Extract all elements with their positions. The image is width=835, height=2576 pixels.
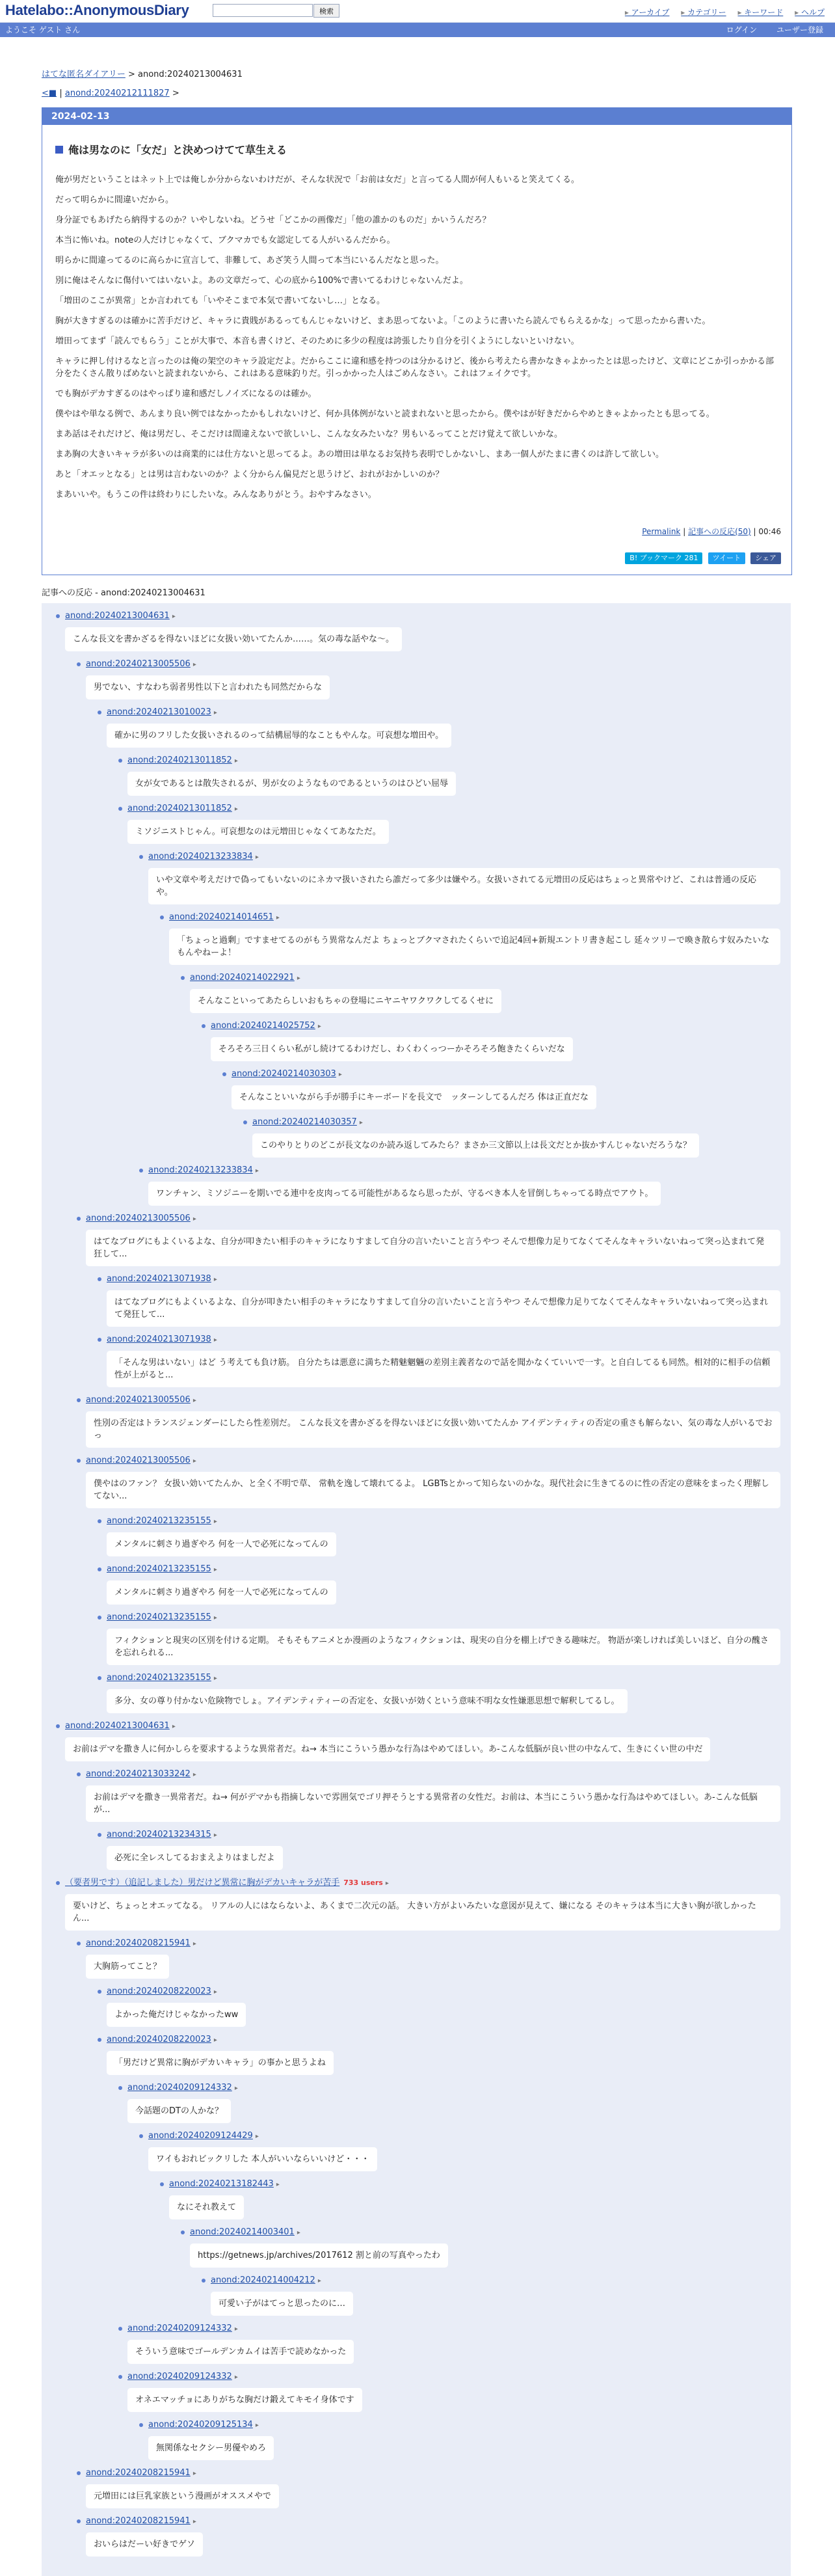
reaction-excerpt: 可愛い子がはてっと思ったのに… [211,2292,353,2316]
reaction-excerpt: https://getnews.jp/archives/2017612 割と前の写真やったわ [190,2244,448,2268]
bullet-icon [98,1833,101,1837]
reaction-item [65,1720,780,1768]
reaction-link[interactable]: anond:20240214022921 [190,973,295,983]
expand-chevron-icon[interactable]: ▸ [234,2374,238,2381]
entry-pager [42,88,835,98]
reaction-item [232,1068,780,1116]
reaction-excerpt: 男でない、すなわち弱者男性以下と言われたも同然だからな [86,675,330,699]
bullet-icon [77,1459,81,1463]
bullet-icon [77,1398,81,1402]
reaction-link[interactable]: anond:20240213005506 [86,659,191,669]
reaction-link[interactable]: anond:20240214030303 [232,1069,336,1079]
expand-chevron-icon[interactable]: ▸ [234,757,238,765]
expand-chevron-icon[interactable]: ▸ [192,1457,196,1465]
title-square-icon [55,146,63,154]
reaction-link[interactable]: anond:20240213182443 [169,2179,274,2189]
entry-paragraph: 別に俺はそんなに傷付いてはいないよ。あの文章だって、心の底から100%で書いてるわけじゃないんだよ。 [55,276,468,286]
reaction-item [190,2226,780,2274]
expand-chevron-icon[interactable]: ▸ [192,1215,196,1223]
reaction-excerpt: お前はデマを撒き人に何かしらを要求するような異常者だ。ね→ 本当にこういう愚かな行為はやめてほしい。あ-こんな低脳が良い世の中なんて、生きにくい世の中だ [65,1737,710,1761]
entry-paragraph: 明らかに間違ってるのに高らかに宣言して、非難して、あざ笑う人間って本当にいるんだなと思った。 [55,256,444,265]
expand-chevron-icon[interactable]: ▸ [276,914,280,921]
reaction-excerpt: ミソジニストじゃん。可哀想なのは元増田じゃなくてあなただ。 [127,820,389,844]
bullet-icon [77,2519,81,2523]
reaction-item [127,2370,780,2419]
reaction-item [86,1454,780,1515]
reaction-excerpt: はてなブログにもよくいるよな、自分が叩きたい相手のキャラになりすまして自分の言いたいこと言うやつ そんで想像力足りてなくてそんなキャラいないねって突っ込まれて発狂して... [107,1290,780,1327]
bullet-icon [243,1120,247,1124]
entry-body [42,125,791,575]
bullet-icon [98,1567,101,1571]
bullet-icon [139,855,143,859]
expand-chevron-icon[interactable]: ▸ [192,2518,196,2525]
expand-chevron-icon[interactable]: ▸ [255,1167,259,1174]
bullet-icon [77,1942,81,1946]
reaction-item [107,1333,780,1394]
expand-chevron-icon[interactable]: ▸ [192,1397,196,1404]
reaction-link[interactable]: anond:20240213004631 [65,1721,170,1731]
diary-entry [42,107,792,575]
tweet-button[interactable]: ツイート [708,552,745,564]
reaction-excerpt: 今話題のDTの人かな？ [127,2099,231,2123]
expand-chevron-icon[interactable]: ▸ [213,1276,217,1283]
bullet-icon [98,711,101,714]
expand-chevron-icon[interactable]: ▸ [359,1119,363,1126]
nav-keyword[interactable]: ▸ キーワード [737,8,783,17]
reaction-item [107,1273,780,1333]
reaction-link[interactable]: anond:20240213005506 [86,1395,191,1405]
reaction-item [86,658,780,706]
reaction-excerpt: メンタルに刺さり過ぎやろ 何を一人で必死になってんの [107,1532,336,1556]
expand-chevron-icon[interactable]: ▸ [213,1518,217,1525]
expand-chevron-icon[interactable]: ▸ [192,1940,196,1947]
entry-title[interactable] [55,142,781,157]
bullet-icon [118,2086,122,2090]
reaction-link[interactable]: anond:20240213235155 [107,1516,211,1526]
reaction-item [252,1116,780,1164]
reaction-item [65,610,780,658]
reaction-link[interactable]: anond:20240213234315 [107,1830,211,1839]
reaction-excerpt: ワンチャン、ミソジニーを期いでる連中を皮肉ってる可能性があるなら思ったが、守るべき本人を冒倒しちゃってる時点でアウト。 [148,1182,661,1206]
entry-paragraph: でも胸がデカすぎるのはやっぱり違和感だしノイズになるのは確か。 [55,389,317,399]
reaction-item [107,1515,780,1563]
reaction-item [107,1828,780,1877]
bullet-icon [118,807,122,811]
reaction-item [107,1672,780,1720]
reaction-excerpt: なにそれ教えて [169,2195,244,2219]
reaction-excerpt: メンタルに刺さり過ぎやろ 何を一人で必死になってんの [107,1580,336,1605]
share-bar [53,552,781,565]
pager-entry-link[interactable]: anond:20240212111827 [64,88,170,98]
reaction-item [127,754,780,802]
top-bar [0,0,835,23]
reaction-excerpt: 大胸筋ってこと？ [86,1955,169,1979]
reaction-link[interactable]: anond:20240214003401 [190,2227,295,2237]
entry-paragraph: 胸が大きすぎるのは確かに苦手だけど、キャラに貴賎があるってもんじゃないけど、まあ思ってないよ。「このように書いたら読んでもらえるかな」って思ったから書いた。 [55,316,711,326]
expand-chevron-icon[interactable]: ▸ [172,613,176,620]
reaction-item [86,2467,780,2515]
reaction-link[interactable]: anond:20240213011852 [127,755,232,765]
reaction-link[interactable]: anond:20240213005506 [86,1456,191,1465]
reaction-excerpt: 要いけど、ちょっとオエッてなる。 リアルの人にはならないよ、あくまで二次元の話。 大きい方がよいみたいな意図が見えて、嫌になる そのキャラは本当に大きい胸が欲しかったん... [65,1894,780,1931]
reaction-excerpt: よかった俺だけじゃなかったww [107,2003,246,2027]
reaction-item [107,706,780,754]
reaction-item [127,2081,780,2130]
entry-paragraph: 「増田のここが異常」とか言われても「いやそこまで本気で書いてないし…」となる。 [55,296,386,306]
reaction-item [148,2130,780,2178]
reaction-excerpt: オネエマッチョにありがちな胸だけ鍛えてキモイ身体です [127,2388,362,2412]
entry-paragraph: 身分証でもあげたら納得するのか？いやしないね。どうせ「どこかの画像だ」「他の誰かのものだ」かいうんだろ？ [55,215,491,225]
reaction-link[interactable]: anond:20240213010023 [107,707,211,717]
bullet-icon [222,1072,226,1076]
breadcrumb-current: anond:20240213004631 [138,70,243,79]
expand-chevron-icon[interactable]: ▸ [213,2037,217,2044]
expand-chevron-icon[interactable]: ▸ [192,661,196,668]
reaction-excerpt: 女が女であるとは散失されるが、男が女のようなものであるというのはひどい屈辱 [127,772,456,796]
entry-paragraph: だって明らかに間違いだから。 [55,195,174,205]
reaction-item [169,2178,780,2226]
expand-chevron-icon[interactable]: ▸ [255,2133,259,2140]
reaction-item [211,1020,780,1068]
reaction-link[interactable]: anond:20240213235155 [107,1564,211,1574]
reaction-link[interactable]: anond:20240209124332 [127,2083,232,2093]
next-link: > [169,88,179,98]
expand-chevron-icon[interactable]: ▸ [317,1023,321,1030]
facebook-share-button[interactable]: シェア [750,552,781,564]
login-link[interactable]: ログイン [726,25,758,34]
expand-chevron-icon[interactable]: ▸ [213,1675,217,1682]
permalink-link[interactable]: Permalink [642,527,681,536]
pager-separator: | [57,88,65,98]
reaction-excerpt: お前はデマを撒き一異常者だ。ね→ 何がデマかも指摘しないで雰囲気でゴリ押そうとする異常者の女性だ。お前は、本当にこういう愚かな行為はやめてほしい。あ-こんな低脳が... [86,1785,780,1822]
bullet-icon [56,614,60,618]
reaction-link[interactable]: anond:20240213233834 [148,852,253,861]
top-nav [616,7,825,18]
reaction-item [86,2515,780,2563]
reaction-link[interactable]: anond:20240209124332 [127,2372,232,2381]
entry-date: 2024-02-13 [42,108,791,125]
reaction-link[interactable]: anond:20240209124429 [148,2131,253,2141]
nav-category[interactable]: ▸ カテゴリー [681,8,726,17]
reaction-excerpt: 「そんな男はいない」はど う考えても負け筋。 自分たちは悪意に満ちた精魅魍魎の差別主義者なので話を聞かなくていいで一す。と自白してるも同然。相対的に相手の信頼性が上がると... [107,1351,780,1387]
entry-title-text: 俺は男なのに「女だ」と決めつけてて草生える [68,144,287,156]
bullet-icon [139,2423,143,2427]
bullet-icon [118,2375,122,2379]
entry-paragraph: 俺が男だということはネット上では俺しか分からないわけだが、そんな状況で「お前は女だ」と言ってる人間が何人もいると笑えてくる。 [55,175,580,185]
reaction-item [169,911,780,971]
entry-paragraph: まあ話はそれだけど、俺は男だし、そこだけは間違えないで欲しいし、こんな女みたいな？男もいるってことだけ覚えて欲しいかな。 [55,429,563,439]
expand-chevron-icon[interactable]: ▸ [255,2422,259,2429]
entry-paragraph: 僕やはや単なる例で、あんまり良い例ではなかったかもしれないけど、何か具体例がないと読まれないと思ったから。僕やはが好きだからやめときゃよかったとも思ってる。 [55,409,715,419]
reaction-item [86,1212,780,1273]
reaction-link[interactable]: anond:20240208215941 [86,2516,191,2526]
reaction-excerpt: そんなこといってあたらしいおもちゃの登場にニヤニヤワクワクしてるくせに [190,989,501,1013]
reaction-excerpt: 多分、女の尊り付かない危険物でしょ。アイデンティティーの否定を、女扱いが効くという意味不明な女性嫌悪思想で解釈してるし。 [107,1689,628,1713]
reactions-heading: 記事への反応 - anond:20240213004631 [42,588,205,598]
entry-paragraph: 増田ってまず「読んでもらう」ことが大事で、本音も書くけど、そのために多少の程度は誇張したり自分を引くようにしないといけない。 [55,336,579,346]
bullet-icon [77,1772,81,1776]
reaction-item [65,1877,780,1937]
reaction-link[interactable]: anond:20240213005506 [86,1213,191,1223]
entry-time: 00:46 [758,527,781,536]
reaction-link[interactable]: anond:20240214004212 [211,2275,315,2285]
expand-chevron-icon[interactable]: ▸ [213,1832,217,1839]
reaction-link[interactable]: anond:20240213235155 [107,1612,211,1622]
reaction-link[interactable]: anond:20240213011852 [127,804,232,813]
search-input[interactable] [213,4,313,17]
entry-footer: Permalink | 記事への反応(50) | 00:46 [642,527,781,536]
expand-chevron-icon[interactable]: ▸ [213,1988,217,1996]
hatena-bookmark-button[interactable]: B! ブックマーク 281 [625,552,702,564]
reaction-excerpt: 「ちょっと過剰」ですませてるのがもう異常なんだよ ちょっとブクマされたくらいで追記4回+新規エントリ書き起こし 延々ツリーで喚き散らす奴みたいなもんやねーよ！ [169,929,780,965]
reaction-link[interactable]: anond:20240214030357 [252,1117,357,1127]
reaction-excerpt: ワイもおれビックリした 本人がいいならいいけど・・・ [148,2147,377,2171]
reaction-item [86,1937,780,1985]
reaction-item [86,1768,780,1828]
reaction-excerpt: 元増田には巨乳家族という漫画がオススメやで [86,2484,279,2508]
reaction-excerpt: おいらはだーい好きでゲソ [86,2532,203,2556]
reaction-excerpt: そろそろ三日くらい私がし続けてるわけだし、わくわくっつーかそろそろ飽きたくらいだな [211,1037,573,1061]
reaction-link[interactable]: anond:20240214014651 [169,912,274,922]
breadcrumb-separator: > [125,70,139,79]
reaction-excerpt: 僕やはのファン？ 女扱い効いてたんか、と全く不明で草、 常軌を逸して壊れてるよ。 LGBTsとかって知らないのかな。現代社会に生きてるのに性の否定の意味をまったく理解してない... [86,1472,780,1508]
expand-chevron-icon[interactable]: ▸ [297,975,300,982]
reaction-link[interactable]: anond:20240213233834 [148,1165,253,1175]
expand-chevron-icon[interactable]: ▸ [297,2229,300,2236]
reaction-link[interactable]: （要者男です）（追記しました）男だけど異常に胸がデカいキャラが苦手 [65,1878,340,1888]
reaction-excerpt: 性別の否定はトランスジェンダーにしたら性差別だ。 こんな長文を書かざるを得ないほどに女扱い効いてたんか アイデンティティの否定の重さも解らない、気の毒な人がいるでおっ [86,1411,780,1448]
breadcrumb-home[interactable]: はてな匿名ダイアリー [42,70,126,79]
bullet-icon [98,1616,101,1620]
reaction-item [107,1563,780,1611]
reaction-link[interactable]: anond:20240213033242 [86,1769,191,1779]
reactions-count-link[interactable]: 記事への反応(50) [688,527,751,536]
reaction-link[interactable]: anond:20240208215941 [86,2468,191,2478]
bullet-icon [98,1676,101,1680]
bullet-icon [139,1169,143,1173]
entry-paragraphs [53,174,781,501]
reaction-item [148,850,780,911]
bullet-icon [118,2327,122,2331]
reaction-link[interactable]: anond:20240208215941 [86,1938,191,1948]
expand-chevron-icon[interactable]: ▸ [276,2181,280,2188]
user-bar [0,23,835,37]
reaction-link[interactable]: anond:20240209125134 [148,2420,253,2430]
reaction-excerpt: そんなこといいながら手が勝手にキーボードを長文で ッターンしてるんだろ 体は正直だな [232,1085,596,1109]
reaction-excerpt: フィクションと現実の区別を付ける定期。 そもそもアニメとか漫画のようなフィクションは、現実の自分を棚上げできる趣味だ。 物語が楽しければ美しいほど、自分の醜さを忘れられる... [107,1629,780,1665]
reaction-link[interactable]: anond:20240213071938 [107,1335,211,1344]
reaction-link[interactable]: anond:20240209124332 [127,2324,232,2333]
reaction-excerpt: こんな長文を書かざるを得ないほどに女扱い効いてたんか……。気の毒な話やな〜。 [65,627,402,651]
reaction-item [190,971,780,1020]
entry-paragraph: 本当に怖いね。noteの人だけじゃなくて、ブクマカでも女認定してる人がいるんだから。 [55,236,395,245]
reaction-item [86,1394,780,1454]
bullet-icon [98,2038,101,2042]
entry-paragraph: あと「オエッとなる」とは男は言わないのか？よく分からん偏見だと思うけど、おれがおかしいのか？ [55,470,444,480]
entry-paragraph: まあ胸の大きいキャラが多いのは商業的には仕方ないと思ってるよ。あの増田は単なるお気持ち表明でしかないし、まあ一個人がたまに書くのは許して欲しい。 [55,450,665,459]
reaction-excerpt: はてなブログにもよくいるよな、自分が叩きたい相手のキャラになりすまして自分の言いたいこと言うやつ そんで想像力足りてなくてそんなキャラいないねって突っ込まれて発狂して... [86,1230,780,1266]
bullet-icon [98,1990,101,1994]
expand-chevron-icon[interactable]: ▸ [213,709,217,716]
bullet-icon [98,1519,101,1523]
expand-chevron-icon[interactable]: ▸ [213,1336,217,1344]
reaction-item [148,1164,780,1212]
reaction-excerpt: 無関係なセクシー男優やめろ [148,2436,274,2460]
reaction-link[interactable]: anond:20240214025752 [211,1021,315,1031]
reaction-excerpt: このやりとりのどこが長文なのか読み返してみたら？まさか三文節以上は長文だとか抜かすんじゃないだろうな？ [252,1133,699,1158]
prev-link[interactable]: < [42,88,49,98]
bullet-icon [98,1277,101,1281]
bullet-icon [56,1881,60,1885]
bullet-icon [98,1338,101,1342]
reaction-excerpt: そういう意味でゴールデンカムイは苦手で読めなかった [127,2340,354,2364]
expand-chevron-icon[interactable]: ▸ [192,2470,196,2477]
bullet-icon [181,976,185,980]
expand-chevron-icon[interactable]: ▸ [234,806,238,813]
reaction-item [107,1985,780,2033]
reaction-link[interactable]: anond:20240213004631 [65,611,170,621]
reaction-item [107,1611,780,1672]
reaction-excerpt: いや文章や考えだけで偽ってもいないのにネカマ扱いされたら誰だって多少は嫌やろ。女扱いされてる元増田の反応はちょっと異常やけど、これは普通の反応や。 [148,868,780,904]
bullet-icon [160,2182,164,2186]
site-logo[interactable]: Hatelabo::AnonymousDiary [5,2,189,18]
bullet-icon [202,1024,205,1028]
reaction-item [211,2274,780,2322]
reaction-link[interactable]: anond:20240208220023 [107,1986,211,1996]
reaction-item [148,2419,780,2467]
expand-chevron-icon[interactable]: ▸ [338,1071,342,1078]
nav-archive[interactable]: ▸ アーカイブ [625,8,670,17]
breadcrumb [42,67,835,79]
bullet-icon [77,1217,81,1221]
search-button[interactable]: 検索 [313,4,339,18]
bullet-icon [77,2471,81,2475]
bullet-icon [181,2230,185,2234]
home-square-icon[interactable]: ■ [48,88,57,98]
bookmark-users-badge[interactable]: 733 users [343,1878,383,1887]
expand-chevron-icon[interactable]: ▸ [234,2085,238,2092]
reaction-link[interactable]: anond:20240213235155 [107,1673,211,1683]
reaction-item [127,2322,780,2370]
expand-chevron-icon[interactable]: ▸ [192,1771,196,1778]
expand-chevron-icon[interactable]: ▸ [234,2325,238,2333]
bullet-icon [118,759,122,763]
expand-chevron-icon[interactable]: ▸ [172,1723,176,1730]
reaction-excerpt: 「男だけど異常に胸がデカいキャラ」の事かと思うよね [107,2051,334,2075]
reaction-link[interactable]: anond:20240213071938 [107,1274,211,1284]
reaction-item [107,2033,780,2081]
reaction-item [127,802,780,850]
expand-chevron-icon[interactable]: ▸ [317,2277,321,2285]
reaction-excerpt: 確かに男のフリした女扱いされるのって結構屈辱的なこともやんな。可哀想な増田や。 [107,724,451,748]
bullet-icon [77,662,81,666]
entry-paragraph: まあいいや。もうこの件は終わりにしたいな。みんなありがとう。おやすみなさい。 [55,490,377,500]
expand-chevron-icon[interactable]: ▸ [213,1566,217,1573]
reaction-tree [42,603,791,2576]
bullet-icon [139,2134,143,2138]
reaction-link[interactable]: anond:20240208220023 [107,2035,211,2044]
bullet-icon [202,2279,205,2283]
reaction-excerpt: 必死に全レスしてるおまえよりはましだよ [107,1846,283,1870]
welcome-text: ようこそ ゲスト さん [5,25,81,34]
expand-chevron-icon[interactable]: ▸ [255,854,259,861]
nav-help[interactable]: ▸ ヘルプ [795,8,825,17]
register-link[interactable]: ユーザー登録 [776,25,823,34]
entry-paragraph: キャラに押し付けるなと言ったのは俺の架空のキャラ設定だよ。だからここに違和感を持つのは分かるけど、後から考えたら書かなきゃよかったとは思ったけど、文章にどこか引っかかる部分をたくさん散りばめないと読まれないから、これはある意味釣りだ。引っかかった人はごめんなさい。これはフェイクです。 [55,357,775,379]
bullet-icon [56,1724,60,1728]
bullet-icon [160,915,164,919]
expand-chevron-icon[interactable]: ▸ [385,1880,389,1887]
expand-chevron-icon[interactable]: ▸ [213,1614,217,1621]
